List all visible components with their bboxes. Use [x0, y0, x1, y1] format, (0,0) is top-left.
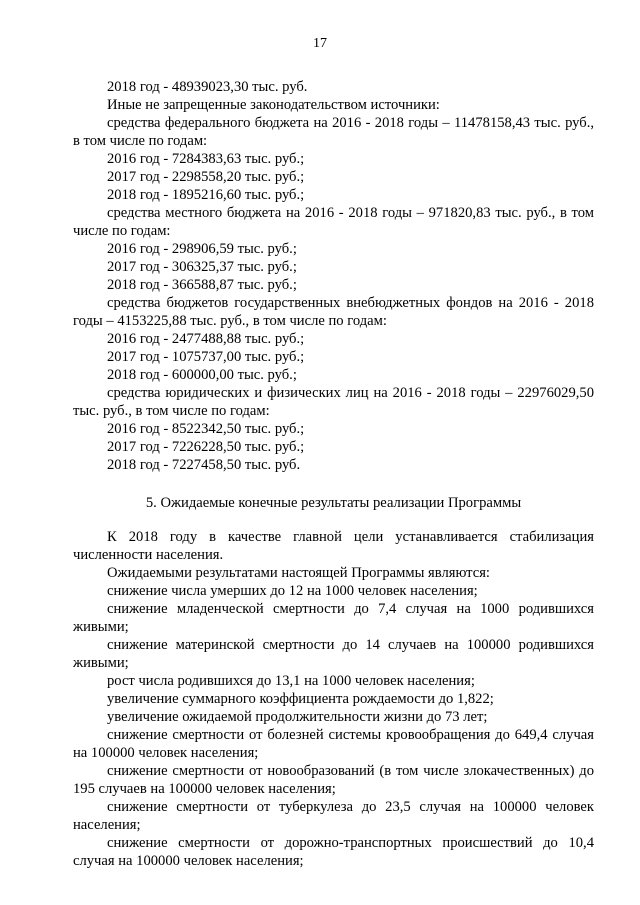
paragraph: средства юридических и физических лиц на 2016 - 2018 годы – 22976029,50 тыс. руб., в том числе по годам:	[73, 385, 594, 419]
funding-sources-block	[73, 78, 594, 474]
paragraph: 2016 год - 298906,59 тыс. руб.;	[107, 241, 297, 257]
paragraph: 2017 год - 306325,37 тыс. руб.;	[107, 259, 297, 275]
paragraph: средства местного бюджета на 2016 - 2018 годы – 971820,83 тыс. руб., в том числе по годам:	[73, 205, 594, 239]
paragraph: 2017 год - 1075737,00 тыс. руб.;	[107, 349, 305, 365]
paragraph: 2016 год - 8522342,50 тыс. руб.;	[107, 421, 305, 437]
paragraph: 2017 год - 2298558,20 тыс. руб.;	[107, 169, 305, 185]
paragraph: средства бюджетов государственных внебюджетных фондов на 2016 - 2018 годы – 4153225,88 тыс. руб., в том числе по годам:	[73, 295, 594, 329]
list-item: снижение материнской смертности до 14 случаев на 100000 родившихся живыми;	[73, 637, 594, 671]
paragraph: 2018 год - 48939023,30 тыс. руб.	[107, 79, 308, 95]
paragraph: 2016 год - 2477488,88 тыс. руб.;	[107, 331, 305, 347]
expected-results-block	[73, 528, 594, 870]
paragraph: 2018 год - 600000,00 тыс. руб.;	[107, 367, 297, 383]
page-number: 17	[313, 36, 327, 51]
paragraph: 2017 год - 7226228,50 тыс. руб.;	[107, 439, 305, 455]
paragraph: 2018 год - 366588,87 тыс. руб.;	[107, 277, 297, 293]
list-item: увеличение суммарного коэффициента рождаемости до 1,822;	[107, 691, 494, 707]
paragraph: К 2018 году в качестве главной цели устанавливается стабилизация численности населения.	[73, 529, 594, 563]
section-heading: 5. Ожидаемые конечные результаты реализации Программы	[145, 495, 522, 511]
list-item: снижение младенческой смертности до 7,4 случая на 1000 родившихся живыми;	[73, 601, 594, 635]
paragraph: средства федерального бюджета на 2016 - 2018 годы – 11478158,43 тыс. руб., в том числе по годам:	[73, 115, 594, 149]
paragraph: 2016 год - 7284383,63 тыс. руб.;	[107, 151, 305, 167]
paragraph: 2018 год - 1895216,60 тыс. руб.;	[107, 187, 305, 203]
list-item: снижение числа умерших до 12 на 1000 человек населения;	[107, 583, 478, 599]
list-item: рост числа родившихся до 13,1 на 1000 человек населения;	[107, 673, 475, 689]
list-item: снижение смертности от новообразований (в том числе злокачественных) до 195 случаев на 100000 человек населения;	[73, 763, 594, 797]
paragraph: Иные не запрещенные законодательством источники:	[107, 97, 440, 113]
paragraph: 2018 год - 7227458,50 тыс. руб.	[107, 457, 301, 473]
list-item: увеличение ожидаемой продолжительности жизни до 73 лет;	[107, 709, 488, 725]
paragraph: Ожидаемыми результатами настоящей Программы являются:	[107, 565, 490, 581]
list-item: снижение смертности от болезней системы кровообращения до 649,4 случая на 100000 человек населения;	[73, 727, 594, 761]
list-item: снижение смертности от туберкулеза до 23,5 случая на 100000 человек населения;	[73, 799, 594, 833]
document-body	[73, 78, 594, 870]
list-item: снижение смертности от дорожно-транспортных происшествий до 10,4 случая на 100000 человек населения;	[73, 835, 594, 869]
